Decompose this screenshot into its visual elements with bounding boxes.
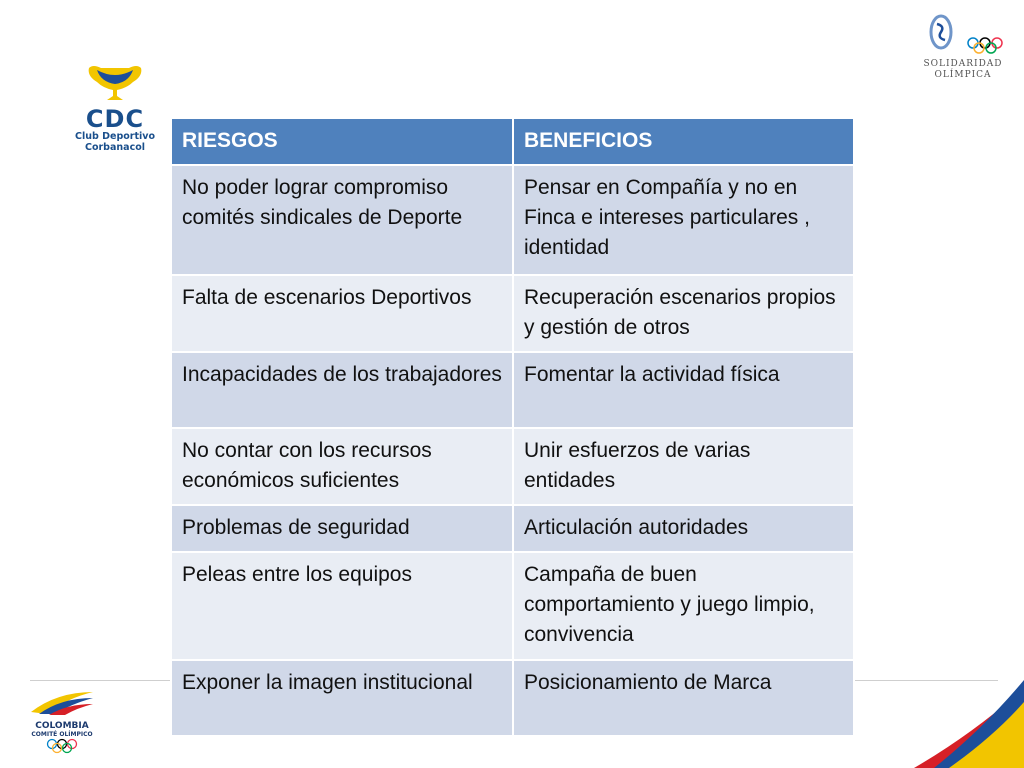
solidaridad-line2: OLÍMPICA	[934, 70, 992, 80]
cdc-line1: Club Deportivo	[75, 131, 155, 142]
olympic-rings-icon	[965, 36, 1005, 54]
riesgo-cell: No poder lograr compromiso comités sindicales de Deporte	[171, 165, 513, 275]
riesgo-cell: Exponer la imagen institucional	[171, 660, 513, 736]
header-beneficios: BENEFICIOS	[513, 118, 854, 165]
beneficio-cell: Posicionamiento de Marca	[513, 660, 854, 736]
flag-swoosh-decoration	[854, 678, 1024, 768]
beneficio-cell: Fomentar la actividad física	[513, 352, 854, 428]
beneficio-cell: Pensar en Compañía y no en Finca e intereses particulares , identidad	[513, 165, 854, 275]
riesgo-cell: Incapacidades de los trabajadores	[171, 352, 513, 428]
beneficio-cell: Campaña de buen comportamiento y juego limpio, convivencia	[513, 552, 854, 660]
solidaridad-line1: SOLIDARIDAD	[923, 59, 1003, 69]
table-row	[171, 275, 854, 352]
riesgo-cell: Falta de escenarios Deportivos	[171, 275, 513, 352]
table-row	[171, 165, 854, 275]
beneficio-cell: Articulación autoridades	[513, 505, 854, 552]
riesgo-cell: Problemas de seguridad	[171, 505, 513, 552]
table-row	[171, 660, 854, 736]
footer-divider-left	[30, 680, 170, 681]
colombia-olympic-committee-logo	[22, 688, 102, 764]
colombia-swoosh-icon	[27, 688, 97, 716]
riesgo-cell: Peleas entre los equipos	[171, 552, 513, 660]
cdc-abbr: CDC	[85, 105, 145, 133]
trophy-icon	[83, 62, 147, 102]
solidaridad-olimpica-logo	[918, 14, 1008, 104]
riesgo-cell: No contar con los recursos económicos suficientes	[171, 428, 513, 505]
olympic-rings-icon	[45, 738, 79, 754]
cdc-club-logo	[60, 62, 170, 154]
header-riesgos: RIESGOS	[171, 118, 513, 165]
cdc-line2: Corbanacol	[85, 142, 145, 153]
table-row	[171, 428, 854, 505]
table-header-row	[171, 118, 854, 165]
beneficio-cell: Unir esfuerzos de varias entidades	[513, 428, 854, 505]
table-row	[171, 505, 854, 552]
table-row	[171, 352, 854, 428]
colombia-line2: COMITÉ OLÍMPICO	[31, 731, 93, 738]
riesgos-beneficios-table	[170, 117, 855, 737]
solidaridad-emblem-icon	[921, 14, 961, 54]
beneficio-cell: Recuperación escenarios propios y gestión de otros	[513, 275, 854, 352]
table-row	[171, 552, 854, 660]
colombia-line1: COLOMBIA	[35, 721, 89, 731]
